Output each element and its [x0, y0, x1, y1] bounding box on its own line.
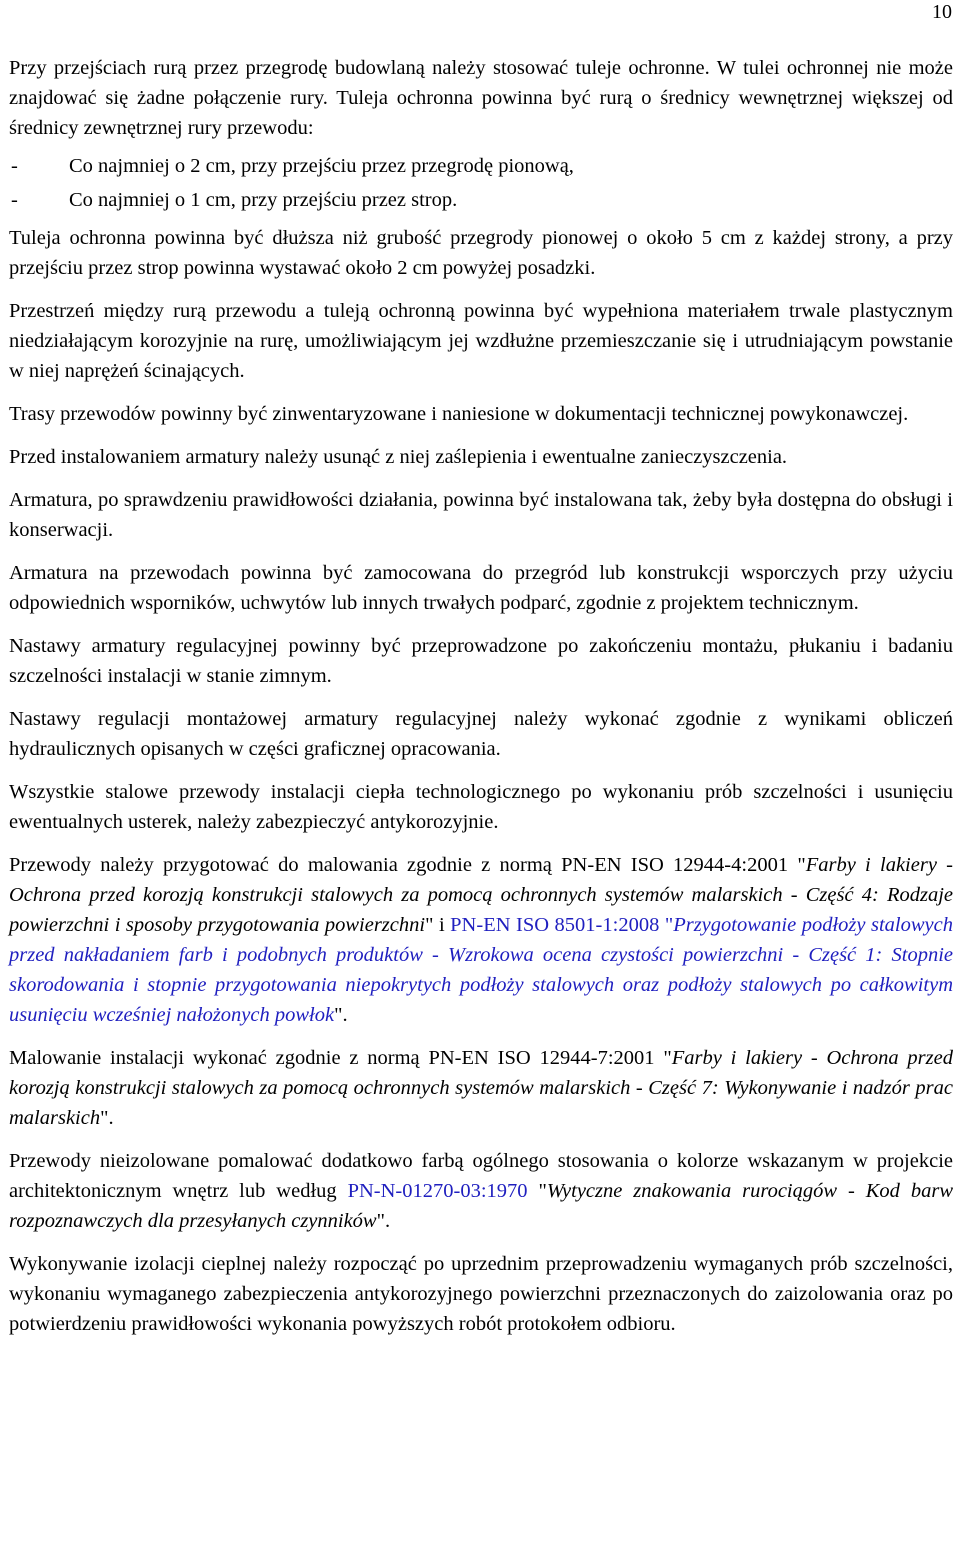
paragraph-armature-mounting: Armatura na przewodach powinna być zamocowana do przegród lub konstrukcji wsporczych przy użyciu odpowiednich wsporników, uchwytów lub innych trwałych podparć, zgodnie z projektem technicznym. — [9, 562, 953, 614]
paragraph-anticorrosion: Wszystkie stalowe przewody instalacji ciepła technologicznego po wykonaniu prób szczelności i usunięciu ewentualnych usterek, należy zabezpieczyć antykorozyjnie. — [9, 781, 953, 833]
text-run: Przewody nieizolowane pomalować dodatkowo farbą ogólnego stosowania o kolorze wskazanym w projekcie architektonicznym wnętrz lub według — [9, 1150, 953, 1202]
paragraph-before-install: Przed instalowaniem armatury należy usunąć z niej zaślepienia i ewentualne zanieczyszczenia. — [9, 446, 788, 468]
standard-title: Przygotowanie podłoży stalowych przed nakładaniem farb i podobnych produktów - Wzrokowa ocena czystości powierzchni - Część 1: Stopnie skorodowania i stopnie przygotowania niepokrytych podłoży stalowych oraz podłoży stalowych po całkowitym usunięciu wcześniej nałożonych powłok — [9, 914, 953, 1026]
paragraph-color-marking — [9, 1146, 953, 1236]
paragraph-tuleje-intro: Przy przejściach rurą przez przegrodę budowlaną należy stosować tuleje ochronne. W tulei ochronnej nie może znajdować się żadne połączenie rury. Tuleja ochronna powinna być rurą o średnicy wewnętrznej większej od średnicy zewnętrznej rury przewodu: — [9, 57, 953, 139]
standard-title: Farby i lakiery - Ochrona przed korozją konstrukcji stalowych za pomocą ochronnych systemów malarskich - Część 4: Rodzaje powierzchni i sposoby przygotowania powierzchni — [9, 854, 953, 936]
text-run: ". — [100, 1107, 114, 1129]
text-run: ". — [376, 1210, 391, 1232]
paragraph-armature-access: Armatura, po sprawdzeniu prawidłowości działania, powinna być instalowana tak, żeby była dostępna do obsługi i konserwacji. — [9, 489, 953, 541]
paragraph-painting-prep — [9, 850, 953, 1030]
text-run: ". — [334, 1004, 348, 1026]
list-item-text: Co najmniej o 1 cm, przy przejściu przez strop. — [69, 189, 458, 211]
paragraph-insulation: Wykonywanie izolacji cieplnej należy rozpocząć po uprzednim przeprowadzeniu wymaganych prób szczelności, wykonaniu wymaganego zabezpieczenia antykorozyjnego powierzchni przeznaczonych do zaizolowania oraz po potwierdzeniu prawidłowości wykonania powyższych robót protokołem odbioru. — [9, 1253, 953, 1335]
standard-reference: PN-EN ISO 8501-1:2008 " — [450, 914, 674, 936]
standard-reference: PN-N-01270-03:1970 — [347, 1180, 528, 1202]
paragraph-regulation: Nastawy regulacji montażowej armatury regulacyjnej należy wykonać zgodnie z wynikami obliczeń hydraulicznych opisanych w części graficznej opracowania. — [9, 708, 953, 760]
text-run: Przewody należy przygotować do malowania zgodnie z normą PN-EN ISO 12944-4:2001 " — [9, 854, 806, 876]
text-run: " — [527, 1180, 547, 1202]
list-item — [9, 185, 953, 215]
paragraph-routes: Trasy przewodów powinny być zinwentaryzowane i naniesione w dokumentacji technicznej powykonawczej. — [9, 403, 909, 425]
list-item-text: Co najmniej o 2 cm, przy przejściu przez przegrodę pionową, — [69, 155, 574, 177]
text-run: " i — [425, 914, 451, 936]
paragraph-space-filling: Przestrzeń między rurą przewodu a tuleją ochronną powinna być wypełniona materiałem trwale plastycznym niedziałającym korozyjnie na rurę, umożliwiającym jej wzdłużne przemieszczanie się i utrudniającym powstanie w niej naprężeń ścinających. — [9, 300, 953, 382]
list-item — [9, 151, 953, 181]
list-dash: - — [11, 189, 18, 211]
requirements-list — [9, 151, 953, 215]
paragraph-tuleja-length: Tuleja ochronna powinna być dłuższa niż grubość przegrody pionowej o około 5 cm z każdej strony, a przy przejściu przez strop powinna wystawać około 2 cm powyżej posadzki. — [9, 227, 953, 279]
standard-title: Wytyczne znakowania rurociągów - Kod barw rozpoznawczych dla przesyłanych czynników — [9, 1180, 953, 1232]
paragraph-settings: Nastawy armatury regulacyjnej powinny być przeprowadzone po zakończeniu montażu, płukaniu i badaniu szczelności instalacji w stanie zimnym. — [9, 635, 953, 687]
text-run: Malowanie instalacji wykonać zgodnie z normą PN-EN ISO 12944-7:2001 " — [9, 1047, 672, 1069]
paragraph-painting — [9, 1043, 953, 1133]
document-body — [9, 53, 953, 1352]
standard-title: Farby i lakiery - Ochrona przed korozją konstrukcji stalowych za pomocą ochronnych systemów malarskich - Część 7: Wykonywanie i nadzór prac malarskich — [9, 1047, 953, 1129]
page-number: 10 — [932, 1, 952, 23]
list-dash: - — [11, 155, 18, 177]
